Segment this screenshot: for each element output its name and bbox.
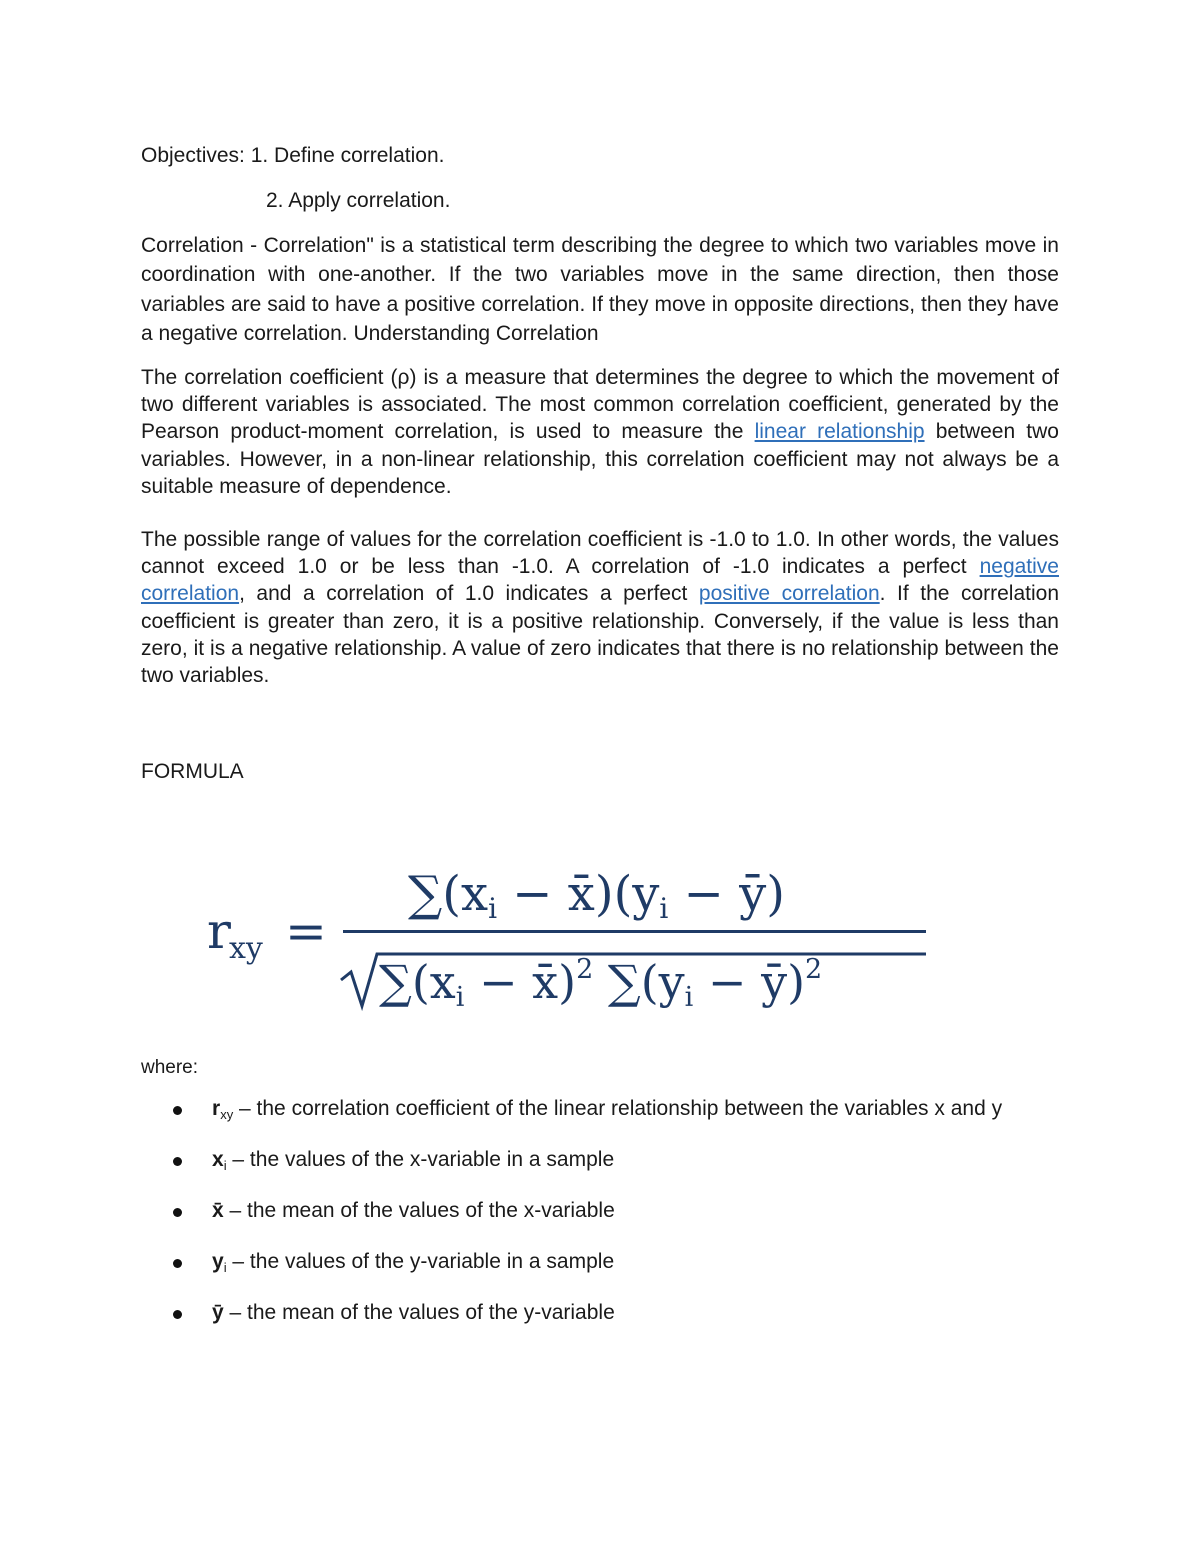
formula-heading: FORMULA [141,760,244,783]
symbol-subscript: i [223,1260,227,1275]
objectives-line-1: Objectives: 1. Define correlation. [141,144,445,167]
paragraph-text: , and a correlation of 1.0 indicates a perfect [239,582,699,606]
symbol: x [212,1148,224,1171]
symbol: y [212,1250,224,1273]
symbol-subscript: xy [220,1107,234,1122]
positive-correlation-link[interactable]: positive correlation [698,582,880,606]
symbol: ȳ [212,1301,224,1324]
bullet-icon [173,1259,182,1268]
list-item [141,1146,1059,1180]
bullet-icon [173,1208,182,1217]
paragraph-text: . If the correlation coefficient is greater than zero, it is a positive relationship. Conversely, if the value is less than zero, it is a negative relationship. A value of zero indicates that there is no relationship between the two variables. [141,582,1060,688]
correlation-definition-paragraph [141,231,1059,348]
symbol: r [212,1097,221,1120]
definition-text: – the values of the y-variable in a sample [226,1250,615,1273]
bullet-icon [173,1106,182,1115]
formula-numerator: ∑(xi − x̄)(yi − ȳ) [408,866,785,925]
formula-equals: = [285,902,327,960]
bullet-icon [173,1310,182,1319]
negative-correlation-link[interactable]: negative correlation [141,555,1059,606]
definition-text: – the mean of the values of the y-variable [223,1301,615,1324]
list-item [141,1197,1059,1231]
pearson-formula [201,858,931,1018]
definition-text: – the values of the x-variable in a sample [226,1148,615,1171]
list-item [141,1248,1059,1282]
definition-text: – the correlation coefficient of the linear relationship between the variables x and y [233,1097,1003,1120]
linear-relationship-link[interactable]: linear relationship [754,420,925,444]
paragraph-text: The correlation coefficient (ρ) is a measure that determines the degree to which the movement of two different variables is associated. The most common correlation coefficient, generated by the Pearson product-moment correlation, is used to measure the [141,366,1059,444]
paragraph-text: The possible range of values for the correlation coefficient is -1.0 to 1.0. In other words, the values cannot exceed 1.0 or be less than -1.0. A correlation of -1.0 indicates a perfect [141,528,1059,579]
correlation-coefficient-paragraph [141,364,1059,500]
formula-lhs: r [207,902,231,960]
formula-denominator: ∑(xi − x̄)$^2$ ∑(yi − ȳ)$^2$ [379,954,823,1013]
formula-lhs-subscript: xy [229,931,263,966]
paragraph-text: between two variables. However, in a non-linear relationship, this correlation coefficient may not always be a suitable measure of dependence. [141,420,1059,498]
formula-fraction-bar [343,930,926,933]
where-label: where: [141,1057,199,1078]
bullet-icon [173,1157,182,1166]
symbol-subscript: i [223,1158,227,1173]
list-item [141,1299,1059,1333]
objectives-line-2: 2. Apply correlation. [266,189,451,212]
definition-text: – the mean of the values of the x-variable [223,1199,615,1222]
paragraph-text: Correlation - Correlation" is a statistical term describing the degree to which two variables move in coordination with one-another. If the two variables move in the same direction, then those variables are said to have a positive correlation. If they move in opposite directions, then they have a negative correlation. Understanding Correlation [141,234,1059,345]
symbol-definitions-list [141,1095,1059,1350]
formula-svg [201,858,931,1018]
symbol: x̄ [212,1199,224,1222]
list-item [141,1095,1059,1129]
range-of-values-paragraph [141,526,1059,689]
